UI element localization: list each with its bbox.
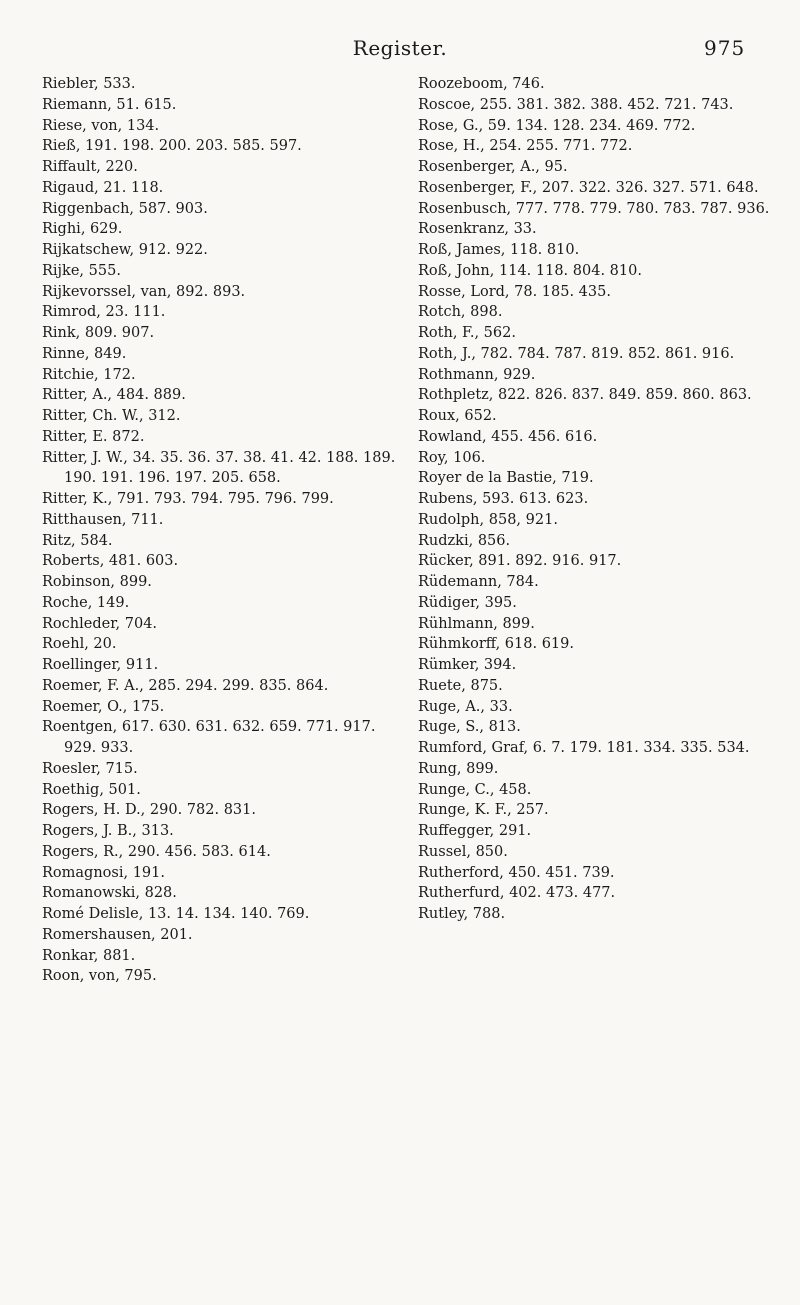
index-entry: Rinne, 849. [42, 345, 127, 362]
index-entry: Roemer, F. A., 285. 294. 299. 835. 864. [42, 677, 329, 694]
index-entry: Rühmkorff, 618. 619. [418, 636, 574, 653]
index-entry: Roy, 106. [418, 449, 486, 466]
index-entry: Ritchie, 172. [42, 366, 136, 383]
index-entry: Ritter, J. W., 34. 35. 36. 37. 38. 41. 42. 188. 189. 190. 191. 196. 197. 205. 658. [42, 449, 396, 487]
index-entry: Roon, von, 795. [42, 968, 157, 985]
index-entry: Riggenbach, 587. 903. [42, 200, 208, 217]
index-entry: Riebler, 533. [42, 76, 136, 92]
index-column-left [42, 74, 400, 987]
index-entry: Robinson, 899. [42, 574, 152, 590]
index-entry: Roozeboom, 746. [418, 76, 545, 92]
index-entry: Righi, 629. [42, 221, 123, 238]
index-entry: Roux, 652. [418, 408, 497, 424]
index-entry: Rieß, 191. 198. 200. 203. 585. 597. [42, 138, 302, 155]
index-entry: Ritter, E. 872. [42, 428, 145, 445]
index-entry: Roellinger, 911. [42, 657, 159, 673]
index-entry: Roth, J., 782. 784. 787. 819. 852. 861. 916. [418, 345, 735, 362]
index-entry: Rose, H., 254. 255. 771. 772. [418, 138, 633, 155]
index-entry: Runge, K. F., 257. [418, 802, 549, 819]
index-entry: Rumford, Graf, 6. 7. 179. 181. 334. 335. 534. [418, 740, 750, 756]
index-entry: Roscoe, 255. 381. 382. 388. 452. 721. 743. [418, 96, 734, 113]
index-entry: Rosenberger, F., 207. 322. 326. 327. 571. 648. [418, 179, 759, 196]
index-entry: Rümker, 394. [418, 657, 517, 673]
index-entry: Romagnosi, 191. [42, 864, 165, 881]
index-entry: Rochleder, 704. [42, 615, 158, 632]
index-entry: Riemann, 51. 615. [42, 96, 177, 113]
index-entry: Rosenberger, A., 95. [418, 159, 568, 175]
index-entry: Rotch, 898. [418, 304, 503, 321]
index-entry: Roche, 149. [42, 594, 130, 611]
index-entry: Ritter, A., 484. 889. [42, 387, 186, 404]
index-entry: Roentgen, 617. 630. 631. 632. 659. 771. 917. 929. 933. [42, 719, 376, 756]
index-entry: Romershausen, 201. [42, 926, 193, 943]
index-entry: Rubens, 593. 613. 623. [418, 491, 589, 507]
index-entry: Rühlmann, 899. [418, 615, 535, 632]
index-entry: Royer de la Bastie, 719. [418, 470, 594, 487]
index-entry: Rutherford, 450. 451. 739. [418, 864, 615, 881]
index-entry: Russel, 850. [418, 843, 508, 860]
index-entry: Rogers, J. B., 313. [42, 823, 174, 839]
index-entry: Rutherfurd, 402. 473. 477. [418, 885, 616, 902]
index-entry: Rijkatschew, 912. 922. [42, 242, 208, 258]
page-number: 975 [704, 36, 746, 60]
index-entry: Rijke, 555. [42, 262, 121, 279]
running-header: Register. [352, 36, 448, 60]
index-entry: Rudzki, 856. [418, 532, 511, 549]
index-entry: Ronkar, 881. [42, 947, 136, 964]
index-entry: Rutley, 788. [418, 906, 506, 922]
index-entry: Roehl, 20. [42, 636, 117, 653]
index-entry: Roth, F., 562. [418, 325, 516, 341]
index-entry: Ritthausen, 711. [42, 511, 164, 528]
index-entry: Rogers, H. D., 290. 782. 831. [42, 802, 256, 819]
index-entry: Rücker, 891. 892. 916. 917. [418, 553, 622, 570]
index-entry: Ritz, 584. [42, 532, 113, 549]
index-entry: Riffault, 220. [42, 159, 138, 175]
index-column-right [418, 74, 776, 925]
index-entry: Ruge, A., 33. [418, 698, 513, 715]
index-entry: Rink, 809. 907. [42, 325, 155, 341]
index-entry: Rosenkranz, 33. [418, 221, 537, 238]
index-entry: Romé Delisle, 13. 14. 134. 140. 769. [42, 906, 310, 922]
index-entry: Rosse, Lord, 78. 185. 435. [418, 283, 611, 300]
index-entry: Roesler, 715. [42, 760, 138, 777]
index-entry: Rosenbusch, 777. 778. 779. 780. 783. 787. 936. [418, 200, 770, 217]
index-entry: Ruge, S., 813. [418, 719, 521, 736]
index-entry: Rüdiger, 395. [418, 594, 517, 611]
index-entry: Rimrod, 23. 111. [42, 304, 166, 321]
index-entry: Romanowski, 828. [42, 885, 177, 902]
index-entry: Rothmann, 929. [418, 366, 536, 383]
index-entry: Roethig, 501. [42, 781, 141, 798]
index-entry: Rüdemann, 784. [418, 574, 539, 590]
index-entry: Rijkevorssel, van, 892. 893. [42, 283, 246, 300]
index-entry: Roberts, 481. 603. [42, 553, 179, 570]
index-entry: Rogers, R., 290. 456. 583. 614. [42, 843, 271, 860]
index-entry: Roß, James, 118. 810. [418, 242, 580, 258]
index-entry: Roß, John, 114. 118. 804. 810. [418, 262, 642, 279]
index-entry: Rung, 899. [418, 760, 499, 777]
index-entry: Rigaud, 21. 118. [42, 179, 164, 196]
index-entry: Rothpletz, 822. 826. 837. 849. 859. 860. 863. [418, 387, 752, 404]
index-entry: Roemer, O., 175. [42, 698, 165, 715]
index-entry: Riese, von, 134. [42, 117, 160, 134]
index-entry: Runge, C., 458. [418, 781, 532, 798]
index-entry: Rowland, 455. 456. 616. [418, 428, 598, 445]
index-entry: Ruete, 875. [418, 677, 503, 694]
index-entry: Rose, G., 59. 134. 128. 234. 469. 772. [418, 117, 696, 134]
index-entry: Ruffegger, 291. [418, 823, 532, 839]
index-entry: Ritter, Ch. W., 312. [42, 408, 181, 424]
index-entry: Ritter, K., 791. 793. 794. 795. 796. 799. [42, 491, 334, 507]
index-entry: Rudolph, 858, 921. [418, 511, 558, 528]
